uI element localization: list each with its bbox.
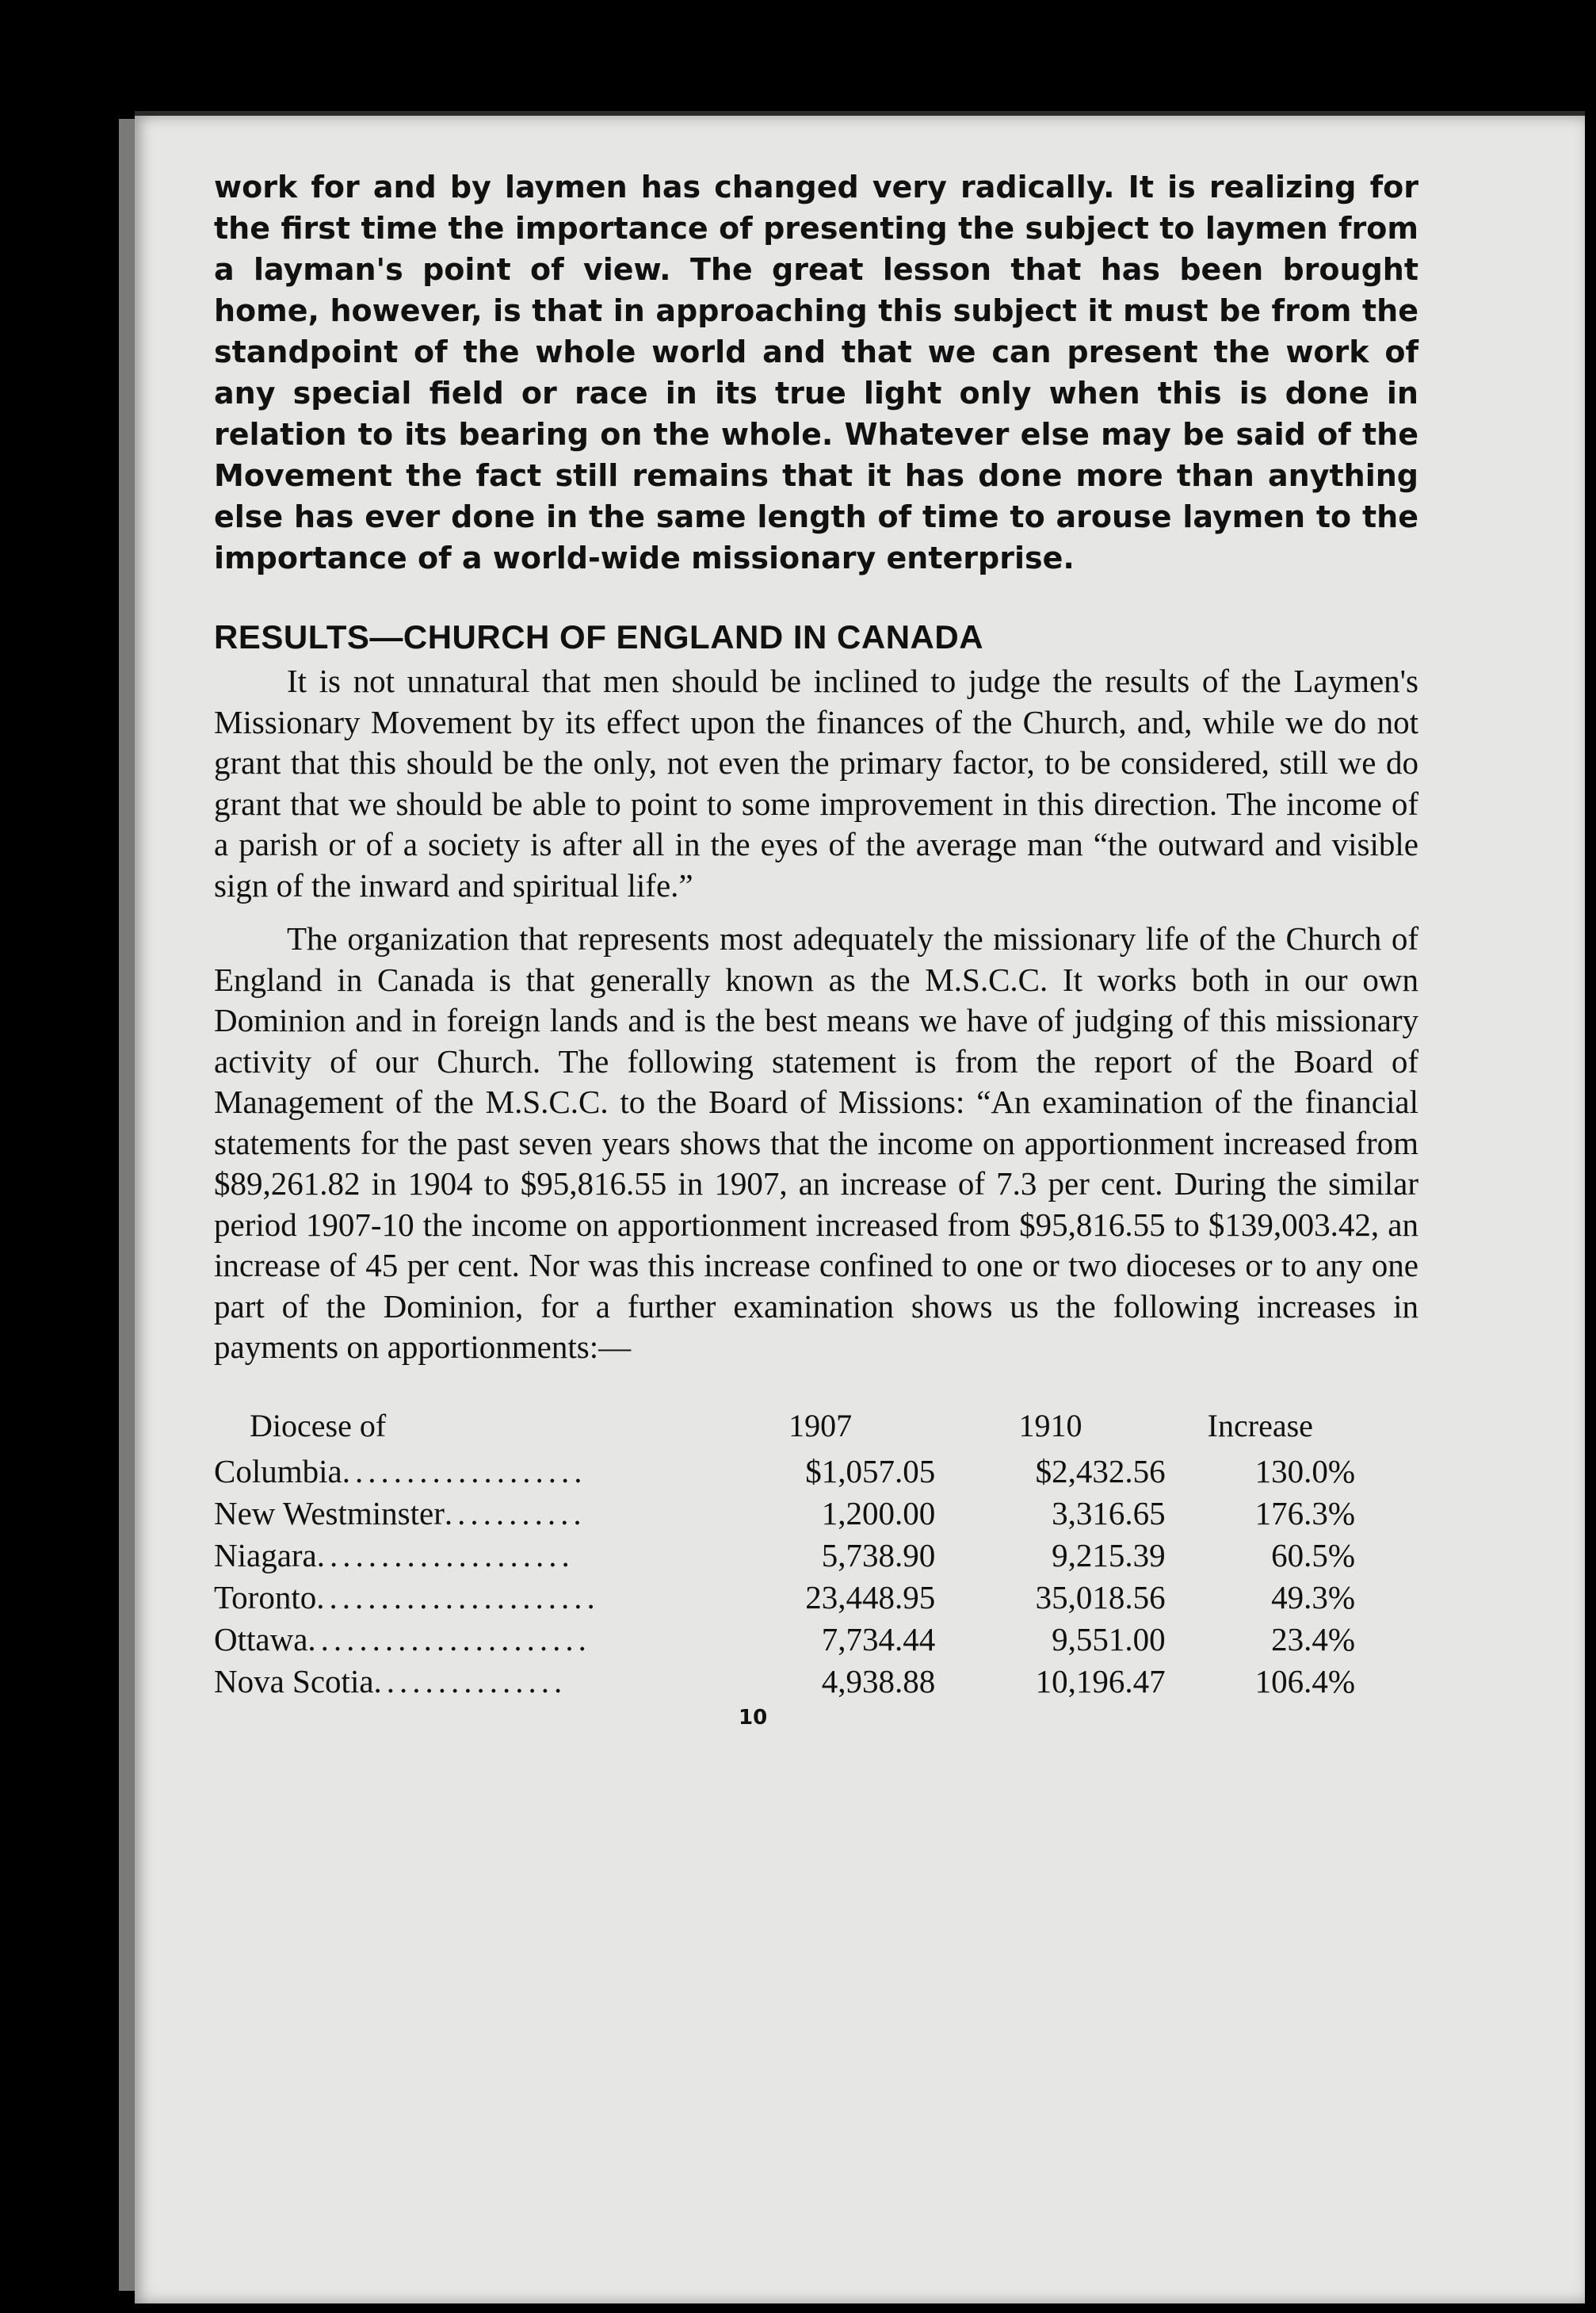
table-row xyxy=(214,1493,1355,1535)
value-increase: 106.4% xyxy=(1254,1663,1355,1699)
table-row xyxy=(214,1577,1355,1619)
value-increase: 49.3% xyxy=(1271,1579,1355,1615)
table-header-row xyxy=(214,1401,1355,1451)
leader-dots: ................... xyxy=(342,1453,587,1489)
value-increase: 60.5% xyxy=(1271,1537,1355,1573)
header-1910: 1910 xyxy=(1018,1408,1082,1443)
diocese-name: Toronto xyxy=(214,1579,317,1615)
header-diocese: Diocese of xyxy=(250,1408,387,1443)
diocese-name: Niagara xyxy=(214,1537,317,1573)
diocese-name: Nova Scotia xyxy=(214,1663,374,1699)
table-row xyxy=(214,1661,1355,1703)
value-1907: 1,200.00 xyxy=(821,1495,936,1531)
diocese-name: New Westminster xyxy=(214,1495,445,1531)
value-increase: 130.0% xyxy=(1254,1453,1355,1489)
page-content xyxy=(214,166,1418,1730)
leader-dots: .................... xyxy=(316,1537,575,1573)
leader-dots: ...................... xyxy=(307,1621,591,1657)
value-1907: $1,057.05 xyxy=(805,1453,936,1489)
page-number: 10 xyxy=(739,1705,768,1730)
diocese-table xyxy=(214,1401,1355,1703)
value-1907: 5,738.90 xyxy=(821,1537,936,1573)
paragraph-intro: work for and by laymen has changed very radically. It is realizing for the first time the importance of presenting the subject to laymen from a layman's point of view. The great lesson that has been brought home, however, is that in approaching this subject it must be from the standpoint of the whole world and that we can present the work of any special field or race in its true light only when this is done in relation to its bearing on the whole. Whatever else may be said of the Movement the fact still remains that it has done more than anything else has ever done in the same length of time to arouse laymen to the importance of a world-wide missionary enterprise. xyxy=(214,170,1418,575)
table-row xyxy=(214,1535,1355,1577)
paragraph-results: It is not unnatural that men should be inclined to judge the results of the Laymen's Missionary Movement by its effect upon the finances of the Church, and, while we do not grant that this should be the only, not even the primary factor, to be considered, still we do grant that we should be able to point to some improvement in this direction. The income of a parish or of a society is after all in the eyes of the average man “the outward and visible sign of the inward and spiritual life.” xyxy=(214,663,1418,904)
value-1910: 3,316.65 xyxy=(1052,1495,1166,1531)
table-row xyxy=(214,1619,1355,1661)
leader-dots: ............... xyxy=(373,1663,567,1699)
value-1910: 9,551.00 xyxy=(1052,1621,1166,1657)
paragraph-organization: The organization that represents most adequately the missionary life of the Church of England in Canada is that generally known as the M.S.C.C. It works both in our own Dominion and in foreign lands and is the best means we have of judging of this missionary activity of our Church. The following statement is from the report of the Board of Management of the M.S.C.C. to the Board of Missions: “An examination of the financial statements for the past seven years shows that the income on apportionment increased from $89,261.82 in 1904 to $95,816.55 in 1907, an increase of 7.3 per cent. During the similar period 1907-10 the income on apportionment increased from $95,816.55 to $139,003.42, an increase of 45 per cent. Nor was this increase confined to one or two dioceses or to any one part of the Dominion, for a further examination shows us the following increases in payments on apportionments:— xyxy=(214,920,1418,1365)
value-1907: 23,448.95 xyxy=(805,1579,936,1615)
leader-dots: ........... xyxy=(444,1495,586,1531)
leader-dots: ...................... xyxy=(316,1579,600,1615)
value-1907: 7,734.44 xyxy=(821,1621,936,1657)
value-1910: 35,018.56 xyxy=(1035,1579,1166,1615)
value-increase: 176.3% xyxy=(1254,1495,1355,1531)
header-increase: Increase xyxy=(1207,1408,1313,1443)
table-row xyxy=(214,1451,1355,1493)
value-1907: 4,938.88 xyxy=(821,1663,936,1699)
page-edge xyxy=(119,119,136,2291)
section-heading: RESULTS—CHURCH OF ENGLAND IN CANADA xyxy=(214,618,984,656)
diocese-name: Columbia xyxy=(214,1453,342,1489)
diocese-name: Ottawa xyxy=(214,1621,308,1657)
value-1910: 10,196.47 xyxy=(1035,1663,1166,1699)
header-1907: 1907 xyxy=(788,1408,853,1443)
value-increase: 23.4% xyxy=(1271,1621,1355,1657)
value-1910: 9,215.39 xyxy=(1052,1537,1166,1573)
value-1910: $2,432.56 xyxy=(1035,1453,1166,1489)
